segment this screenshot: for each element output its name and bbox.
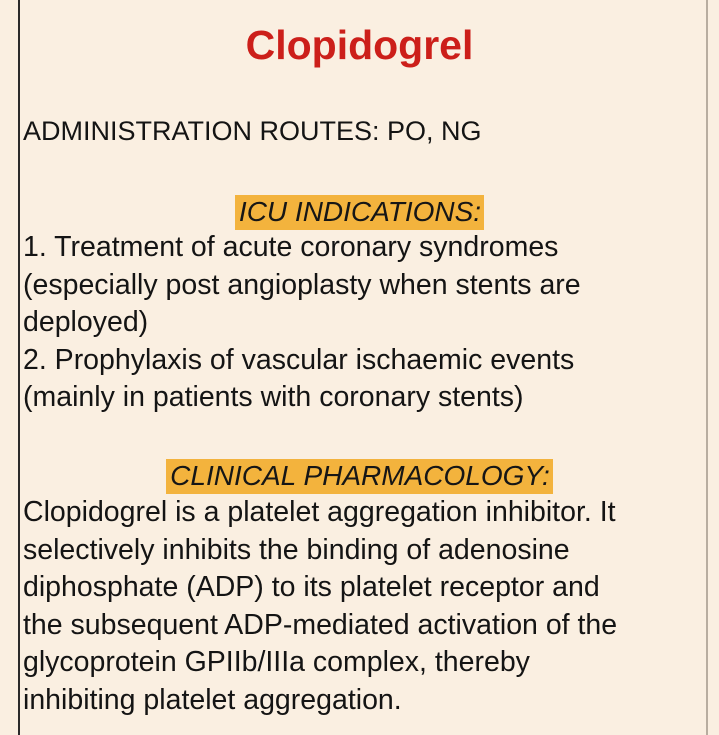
icu-indications-heading: ICU INDICATIONS: <box>235 195 484 230</box>
icu-indications-text <box>23 229 703 417</box>
pharmacology-line: glycoprotein GPIIb/IIIa complex, thereby <box>23 646 530 678</box>
left-border-line <box>18 0 20 735</box>
indication-line: (mainly in patients with coronary stents) <box>23 381 524 413</box>
clinical-pharmacology-text <box>23 494 703 719</box>
pharmacology-line: inhibiting platelet aggregation. <box>23 683 402 716</box>
pharmacology-line: selectively inhibits the binding of adenosine <box>23 533 570 566</box>
drug-title: Clopidogrel <box>245 22 474 68</box>
pharmacology-line: diphosphate (ADP) to its platelet receptor and <box>23 571 600 603</box>
clinical-pharmacology-heading: CLINICAL PHARMACOLOGY: <box>166 459 553 494</box>
indication-line: 1. Treatment of acute coronary syndromes <box>23 231 559 263</box>
pharmacology-line: the subsequent ADP-mediated activation of the <box>23 608 618 641</box>
administration-routes: ADMINISTRATION ROUTES: PO, NG <box>23 116 482 146</box>
indication-line: deployed) <box>23 306 149 338</box>
indication-line: (especially post angioplasty when stents are <box>23 268 581 301</box>
clinical-pharmacology-heading-row <box>0 459 719 494</box>
pharmacology-line: Clopidogrel is a platelet aggregation inhibitor. It <box>23 496 616 528</box>
icu-indications-heading-row <box>0 195 719 230</box>
right-border-line <box>706 0 708 735</box>
indication-line: 2. Prophylaxis of vascular ischaemic events <box>23 343 575 376</box>
